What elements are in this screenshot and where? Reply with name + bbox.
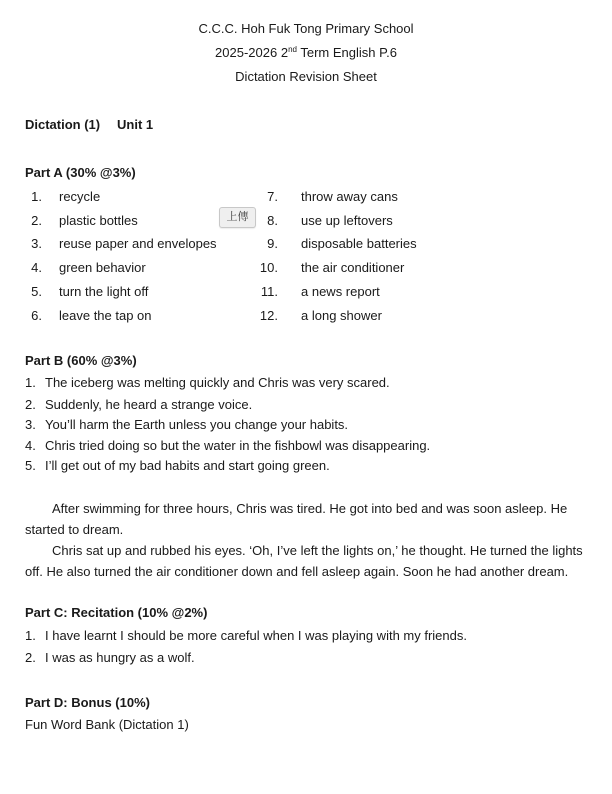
part-a-title: Part A (30% @3%) [25, 165, 136, 180]
part-a-number: 3. [31, 236, 42, 251]
school-name: C.C.C. Hoh Fuk Tong Primary School [198, 21, 414, 36]
part-b-number: 2. [25, 397, 36, 412]
part-a-number: 12. [259, 308, 278, 323]
part-a-number: 2. [31, 213, 42, 228]
part-b-number: 5. [25, 458, 36, 473]
part-a-word: plastic bottles [59, 213, 138, 228]
part-a-number: 8. [267, 213, 278, 228]
part-c-number: 1. [25, 628, 36, 643]
part-a-number: 9. [267, 236, 278, 251]
part-a-word: turn the light off [59, 284, 149, 299]
part-d-text: Fun Word Bank (Dictation 1) [25, 717, 189, 732]
part-a-word: reuse paper and envelopes [59, 236, 217, 251]
part-b-title: Part B (60% @3%) [25, 353, 137, 368]
part-a-number: 6. [31, 308, 42, 323]
part-b-number: 1. [25, 375, 36, 390]
part-a-word: the air conditioner [301, 260, 405, 275]
part-a-number: 4. [31, 260, 42, 275]
part-b-number: 3. [25, 417, 36, 432]
term-prefix: 2025-2026 2 [215, 45, 289, 60]
part-a-word: recycle [59, 189, 101, 204]
part-c-number: 2. [25, 650, 36, 665]
part-a-number: 1. [31, 189, 42, 204]
part-c-title: Part C: Recitation (10% @2%) [25, 605, 208, 620]
part-b-sentence: The iceberg was melting quickly and Chris was very scared. [45, 375, 390, 390]
part-a-number: 7. [267, 189, 278, 204]
part-b-passage-1: After swimming for three hours, Chris was tired. He got into bed and was soon asleep. He started to dream. [25, 501, 568, 537]
term-line [0, 45, 612, 60]
part-a-word: a long shower [301, 308, 382, 323]
part-d-title: Part D: Bonus (10%) [25, 695, 150, 710]
part-c-sentence: I have learnt I should be more careful when I was playing with my friends. [45, 628, 467, 643]
sheet-subtitle: Dictation Revision Sheet [235, 69, 377, 84]
part-a-number: 11. [260, 284, 278, 299]
part-b-sentence: Chris tried doing so but the water in the fishbowl was disappearing. [45, 438, 431, 453]
term-suffix: Term English P.6 [296, 45, 397, 60]
part-a-number: 5. [31, 284, 42, 299]
term-superscript: nd [288, 45, 297, 54]
part-b-sentence: I’ll get out of my bad habits and start going green. [45, 458, 330, 473]
part-b-sentence: You’ll harm the Earth unless you change your habits. [45, 417, 349, 432]
part-a-word: throw away cans [301, 189, 398, 204]
unit-label: Unit 1 [117, 117, 154, 132]
part-c-sentence: I was as hungry as a wolf. [45, 650, 195, 665]
upload-button[interactable]: 上傳 [219, 207, 256, 228]
part-a-word: disposable batteries [301, 236, 417, 251]
part-a-number: 10. [259, 260, 278, 275]
part-b-sentence: Suddenly, he heard a strange voice. [45, 397, 253, 412]
part-a-word: use up leftovers [301, 213, 393, 228]
part-a-word: green behavior [59, 260, 146, 275]
dictation-label: Dictation (1) [25, 117, 101, 132]
part-b-number: 4. [25, 438, 36, 453]
part-a-word: a news report [301, 284, 380, 299]
part-a-word: leave the tap on [59, 308, 152, 323]
part-b-passage-2: Chris sat up and rubbed his eyes. ‘Oh, I’ve left the lights on,’ he thought. He turned the lights off. He also turned the air conditioner down and fell asleep again. Soon he had another dream. [25, 543, 583, 579]
